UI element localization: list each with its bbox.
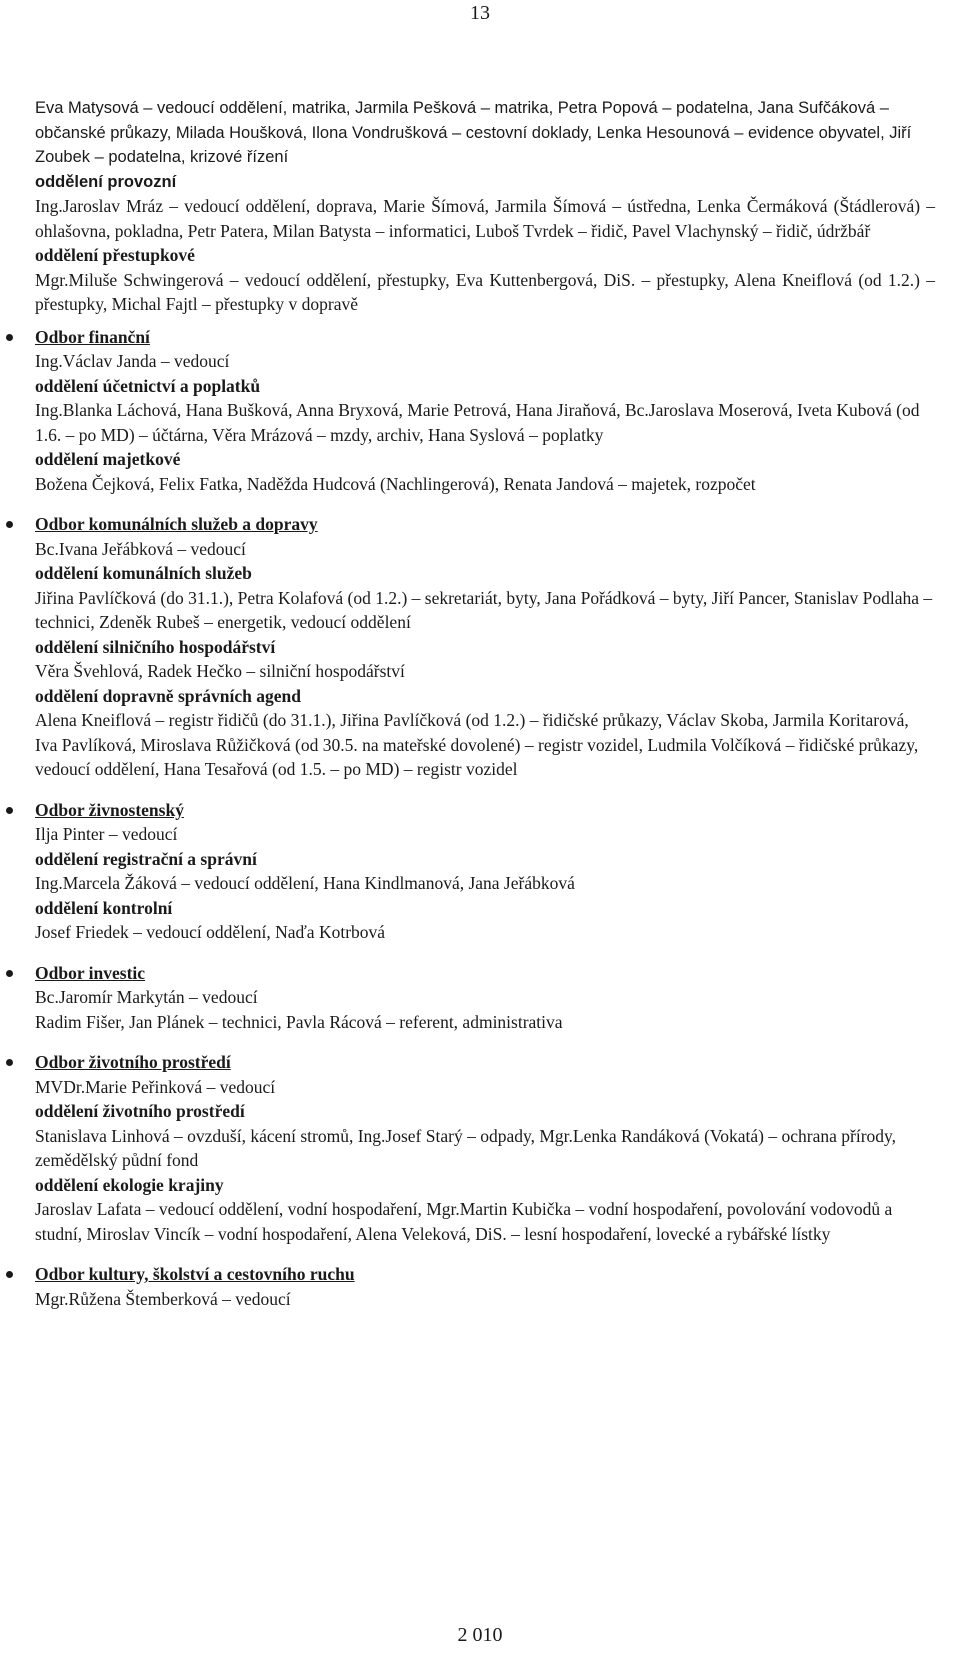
section-heading: Odbor životního prostředí [35,1052,231,1072]
dept-heading: oddělení majetkové [35,449,181,469]
page-number: 13 [470,2,490,24]
dept-text: Ing.Marcela Žáková – vedoucí oddělení, Hana Kindlmanová, Jana Jeřábková [35,873,575,893]
section-leader: Ing.Václav Janda – vedoucí [35,351,230,371]
dept-text-provozni: Ing.Jaroslav Mráz – vedoucí oddělení, doprava, Marie Šímová, Jarmila Šímová – ústředna, Lenka Čermáková (Štádlerová) – ohlašovna, pokladna, Petr Patera, Milan Batysta – informatici, Luboš Tvrdek – řidič, Pavel Vlachynský – řidič, údržbář [35,196,935,241]
dept-heading: oddělení silničního hospodářství [35,636,276,657]
section-leader: Ilja Pinter – vedoucí [35,824,178,844]
dept-text: Jaroslav Lafata – vedoucí oddělení, vodní hospodaření, Mgr.Martin Kubička – vodní hospodaření, povolování vodovodů a studní, Miroslav Vincík – vodní hospodaření, Alena Veleková, DiS. – lesní hospodaření, lovecké a rybářské lístky [35,1199,893,1244]
section-heading: Odbor komunálních služeb a dopravy [35,514,318,534]
section-heading: Odbor investic [35,962,146,983]
section-komunalni [35,512,935,782]
dept-heading: oddělení životního prostředí [35,1101,245,1121]
document-body [35,96,935,1311]
dept-heading: oddělení kontrolní [35,897,173,918]
dept-heading: oddělení účetnictví a poplatků [35,375,261,396]
dept-text: Josef Friedek – vedoucí oddělení, Naďa Kotrbová [35,922,386,942]
intro-matrika-text: Eva Matysová – vedoucí oddělení, matrika, Jarmila Pešková – matrika, Petra Popová – podatelna, Jana Sufčáková – občanské průkazy, Milada Houšková, Ilona Vondrušková – cestovní doklady, Lenka Hesounová – evidence obyvatel, Jiří Zoubek – podatelna, krizové řízení [35,99,912,166]
dept-text: Jiřina Pavlíčková (do 31.1.), Petra Kolafová (od 1.2.) – sekretariát, byty, Jana Pořádková – byty, Jiří Pancer, Stanislav Podlaha – technici, Zdeněk Rubeš – energetik, vedoucí oddělení [35,587,933,632]
dept-text: Alena Kneiflová – registr řidičů (do 31.1.), Jiřina Pavlíčková (od 1.2.) – řidičské průkazy, Václav Skoba, Jarmila Koritarová, Iva Pavlíková, Miroslava Růžičková (od 30.5. na mateřské dovolené) – registr vozidel, Ludmila Volčíková – řidičské průkazy, vedoucí oddělení, Hana Tesařová (od 1.5. – po MD) – registr vozidel [35,710,919,779]
dept-heading: oddělení komunálních služeb [35,563,252,583]
section-leader: Bc.Jaromír Markytán – vedoucí [35,987,258,1007]
section-heading: Odbor finanční [35,326,150,347]
dept-text-prestupkove: Mgr.Miluše Schwingerová – vedoucí oddělení, přestupky, Eva Kuttenbergová, DiS. – přestupky, Alena Kneiflová (od 1.2.) – přestupky, Michal Fajtl – přestupky v dopravě [35,269,935,314]
page-footer: 2 010 [457,1624,503,1646]
section-zivotni-prostredi [35,1050,935,1246]
section-leader: Bc.Ivana Jeřábková – vedoucí [35,538,246,559]
dept-text: Ing.Blanka Láchová, Hana Bušková, Anna Bryxová, Marie Petrová, Hana Jiraňová, Bc.Jaroslava Moserová, Iveta Kubová (od 1.6. – po MD) – účtárna, Věra Mrázová – mzdy, archiv, Hana Syslová – poplatky [35,400,920,445]
section-leader: MVDr.Marie Peřinková – vedoucí [35,1076,276,1097]
dept-text: Božena Čejková, Felix Fatka, Naděžda Hudcová (Nachlingerová), Renata Jandová – majetek, rozpočet [35,473,756,494]
dept-text: Věra Švehlová, Radek Hečko – silniční hospodářství [35,661,405,681]
section-heading: Odbor živnostenský [35,799,184,820]
section-financni [35,325,935,497]
dept-heading: oddělení dopravně správních agend [35,685,301,706]
dept-heading-provozni: oddělení provozní [35,172,177,191]
dept-heading-prestupkove: oddělení přestupkové [35,245,195,265]
section-kultury [35,1262,935,1311]
dept-text: Radim Fišer, Jan Plánek – technici, Pavla Rácová – referent, administrativa [35,1011,563,1032]
dept-text: Stanislava Linhová – ovzduší, kácení stromů, Ing.Josef Starý – odpady, Mgr.Lenka Randáková (Vokatá) – ochrana přírody, zemědělský půdní fond [35,1125,897,1170]
dept-heading: oddělení ekologie krajiny [35,1174,224,1195]
section-investic [35,961,935,1035]
section-heading: Odbor kultury, školství a cestovního ruchu [35,1264,355,1284]
dept-heading: oddělení registrační a správní [35,848,257,869]
section-leader: Mgr.Růžena Štemberková – vedoucí [35,1288,291,1309]
intro-block [35,96,935,317]
section-zivnostensky [35,798,935,945]
